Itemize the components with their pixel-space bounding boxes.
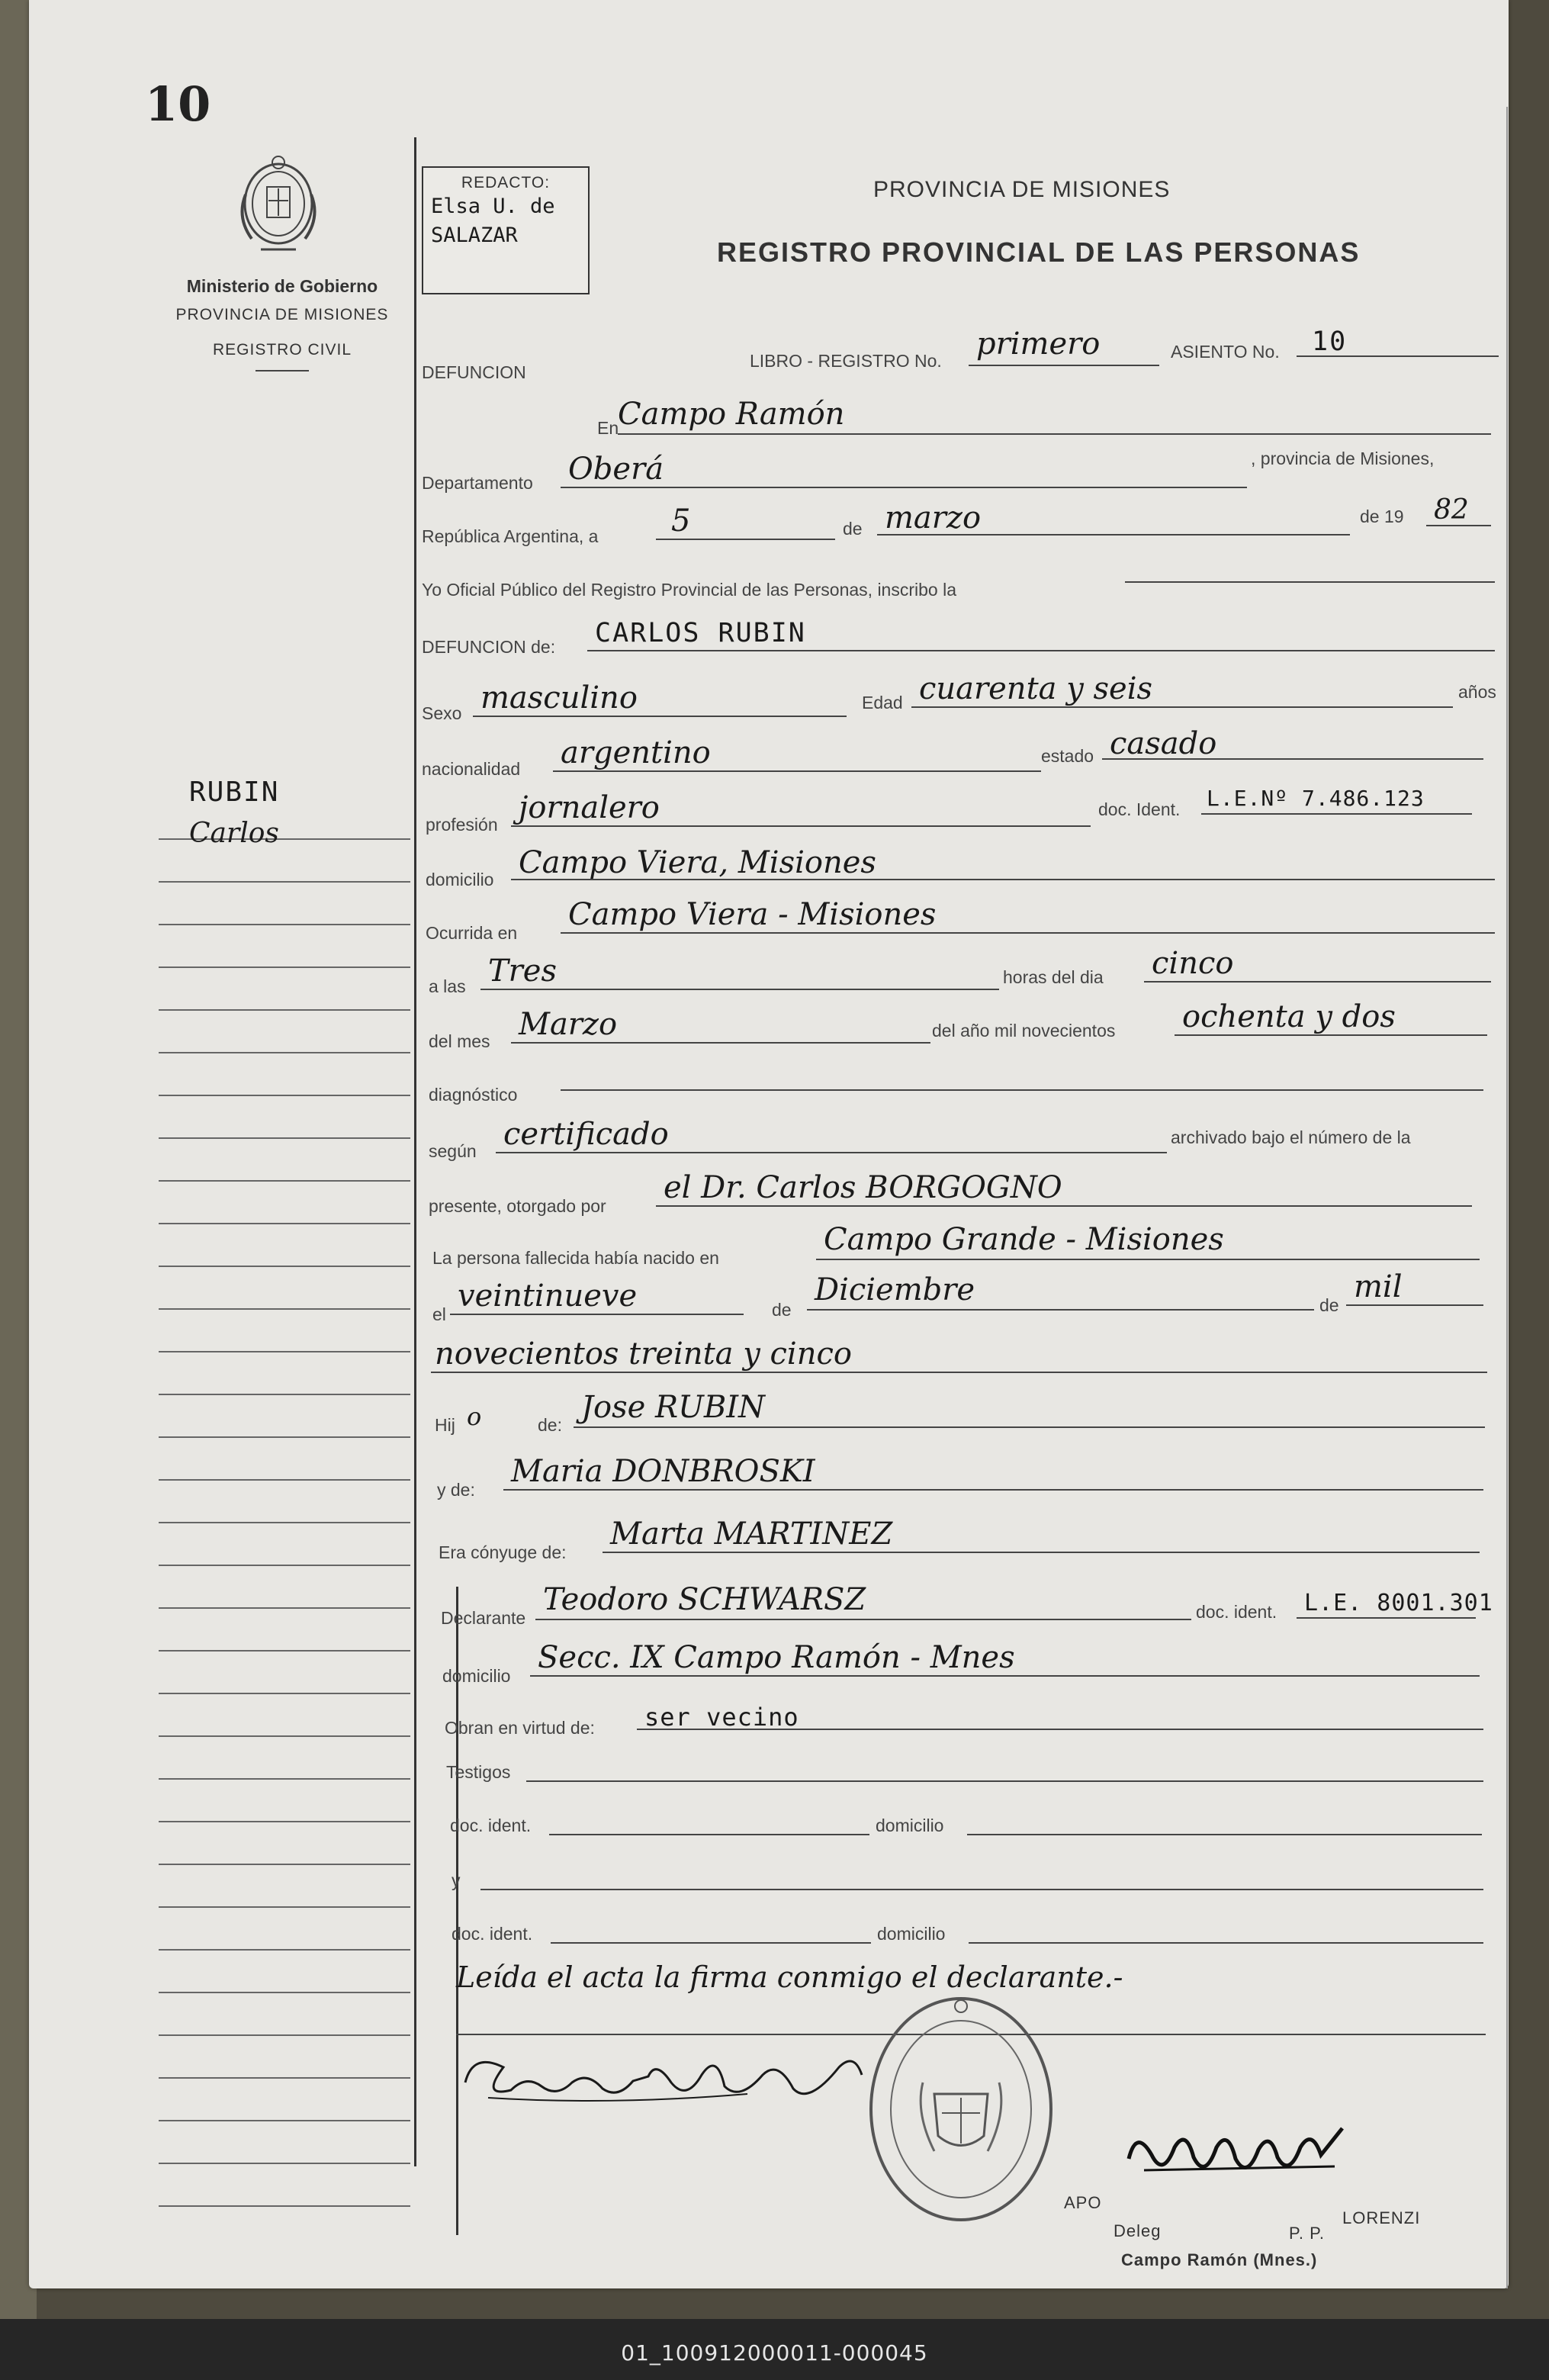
horas-label: horas del dia	[1003, 967, 1104, 987]
en-underline	[618, 433, 1491, 435]
de2-label: de	[772, 1300, 792, 1320]
ocurrida-underline	[561, 932, 1495, 934]
conyuge-underline	[603, 1552, 1480, 1553]
ministry-divider	[255, 370, 309, 371]
testigo1-domicilio-label: domicilio	[876, 1816, 944, 1835]
libro-label: LIBRO - REGISTRO No.	[750, 351, 942, 371]
conyuge-value: Marta MARTINEZ	[610, 1516, 893, 1552]
margin-ruled-line	[159, 1139, 410, 1182]
month-underline	[877, 534, 1350, 536]
declarante-domicilio-underline	[530, 1675, 1480, 1677]
asiento-label: ASIENTO No.	[1171, 342, 1280, 362]
domicilio-underline	[511, 879, 1495, 880]
anio-underline	[1175, 1034, 1487, 1036]
margin-ruled-line	[159, 925, 410, 968]
sexo-value: masculino	[480, 680, 638, 716]
margin-ruled-line	[159, 1395, 410, 1438]
nacido-value: Campo Grande - Misiones	[824, 1222, 1224, 1257]
ocurrida-value: Campo Viera - Misiones	[568, 897, 937, 932]
year-prefix-label: de 19	[1360, 507, 1404, 526]
declarante-domicilio-label: domicilio	[442, 1666, 511, 1686]
anos-label: años	[1458, 682, 1496, 702]
testigos-label: Testigos	[446, 1762, 511, 1782]
margin-ruled-line	[159, 1011, 410, 1053]
obran-value: ser vecino	[644, 1703, 799, 1732]
de2-underline	[807, 1309, 1314, 1311]
testigo2-domicilio-label: domicilio	[877, 1924, 946, 1944]
diagnostico-label: diagnóstico	[429, 1085, 518, 1105]
margin-ruled-line	[159, 1438, 410, 1481]
testigos-underline	[526, 1780, 1483, 1782]
libro-underline	[969, 365, 1159, 366]
month-value: marzo	[885, 500, 982, 536]
profesion-value: jornalero	[519, 790, 660, 825]
margin-given-name: Carlos	[189, 818, 279, 849]
margin-ruled-line	[159, 2036, 410, 2079]
ocurrida-label: Ocurrida en	[426, 923, 518, 943]
defuncion-de-label: DEFUNCION de:	[422, 637, 556, 657]
year-value: 82	[1434, 494, 1469, 526]
delmes-underline	[511, 1042, 930, 1044]
alas-value: Tres	[488, 954, 557, 989]
margin-ruled-line	[159, 1865, 410, 1908]
mother-value: Maria DONBROSKI	[511, 1454, 815, 1489]
declarante-label: Declarante	[441, 1608, 526, 1628]
margin-ruled-line	[159, 1523, 410, 1566]
testigo2-doc-underline	[551, 1942, 871, 1944]
el-underline	[450, 1314, 744, 1315]
provincial-crest-icon	[229, 149, 328, 263]
declarante-value: Teodoro SCHWARSZ	[543, 1582, 866, 1617]
birth-year-value: novecientos treinta y cinco	[435, 1336, 852, 1372]
margin-ruled-line	[159, 1737, 410, 1780]
estado-value: casado	[1110, 726, 1217, 761]
testigo1-doc-label: doc. ident.	[450, 1816, 532, 1835]
testigo1-domicilio-underline	[967, 1834, 1482, 1835]
margin-ruled-line	[159, 1224, 410, 1267]
de3-value: mil	[1354, 1269, 1403, 1304]
archivado-label: archivado bajo el número de la	[1171, 1127, 1411, 1147]
de3-label: de	[1319, 1295, 1339, 1315]
father-value: Jose RUBIN	[581, 1390, 766, 1425]
obran-label: Obran en virtud de:	[445, 1718, 595, 1738]
de-label: de	[843, 519, 863, 539]
margin-ruled-line	[159, 2121, 410, 2164]
el-label: el	[432, 1304, 446, 1324]
el-value: veintinueve	[458, 1278, 638, 1314]
ministry-block	[145, 276, 419, 371]
nacionalidad-label: nacionalidad	[422, 759, 521, 779]
sexo-underline	[473, 716, 847, 717]
stamp-line-3: Deleg	[1114, 2221, 1162, 2240]
departamento-label: Departamento	[422, 473, 533, 493]
margin-ruled-line	[159, 1694, 410, 1737]
declarant-signature	[458, 2029, 869, 2121]
ministry-title: Ministerio de Gobierno	[186, 276, 378, 296]
margin-ruled-line	[159, 1822, 410, 1865]
hijo-suffix: o	[467, 1402, 482, 1431]
page-edge-rule	[1506, 107, 1508, 2288]
en-label: En	[597, 418, 619, 438]
alas-underline	[480, 989, 999, 990]
margin-ruled-line	[159, 1908, 410, 1951]
redacto-name-line1: Elsa U. de	[431, 195, 555, 218]
presente-underline	[656, 1205, 1472, 1207]
record-type-label: DEFUNCION	[422, 362, 526, 382]
de2-value: Diciembre	[815, 1272, 975, 1307]
ministry-province: PROVINCIA DE MISIONES	[175, 306, 389, 323]
segun-value: certificado	[503, 1117, 669, 1152]
margin-ruled-line	[159, 968, 410, 1011]
en-value: Campo Ramón	[618, 397, 845, 432]
testigo2-doc-label: doc. ident.	[452, 1924, 533, 1944]
republica-label: República Argentina, a	[422, 526, 599, 546]
nacido-underline	[816, 1259, 1480, 1260]
anio-value: ochenta y dos	[1182, 999, 1396, 1034]
closing-statement: Leída el acta la firma conmigo el declarante.-	[456, 1960, 1123, 1994]
edad-underline	[911, 706, 1453, 708]
segun-label: según	[429, 1141, 477, 1161]
diagnostico-underline	[561, 1089, 1483, 1091]
margin-ruled-line	[159, 2079, 410, 2121]
segun-underline	[496, 1152, 1167, 1153]
horas-underline	[1144, 981, 1491, 983]
provincia-label: , provincia de Misiones,	[1251, 449, 1435, 468]
declarante-doc-value: L.E. 8001.301	[1304, 1590, 1493, 1616]
sexo-label: Sexo	[422, 703, 462, 723]
deceased-name-underline	[587, 650, 1495, 651]
asiento-value: 10	[1312, 326, 1348, 357]
margin-ruled-line	[159, 1652, 410, 1694]
day-value: 5	[671, 503, 691, 539]
testigo2-underline	[480, 1889, 1483, 1890]
margin-ruled-line	[159, 883, 410, 925]
redacto-name-line2: SALAZAR	[431, 224, 518, 247]
obran-underline	[637, 1729, 1483, 1730]
day-underline	[656, 539, 835, 540]
redacto-label: REDACTO:	[461, 174, 551, 191]
oficial-underline	[1125, 581, 1495, 583]
image-caption: 01_100912000011-000045	[621, 2340, 928, 2366]
edad-label: Edad	[862, 693, 903, 712]
nacionalidad-underline	[553, 770, 1041, 772]
yde-label: y de:	[437, 1480, 475, 1500]
domicilio-label: domicilio	[426, 870, 494, 889]
margin-surname: RUBIN	[189, 777, 280, 808]
margin-ruled-line	[159, 1566, 410, 1609]
testigo2-domicilio-underline	[969, 1942, 1483, 1944]
stamp-line-2: LORENZI	[1342, 2208, 1421, 2227]
profesion-label: profesión	[426, 815, 498, 835]
nacionalidad-value: argentino	[561, 735, 711, 770]
declarante-underline	[535, 1619, 1191, 1620]
oficial-label: Yo Oficial Público del Registro Provincial de las Personas, inscribo la	[422, 580, 956, 600]
de3-underline	[1346, 1304, 1483, 1306]
margin-ruled-line	[159, 1053, 410, 1096]
declarante-doc-label: doc. ident.	[1196, 1602, 1277, 1622]
margin-ruled-line	[159, 1096, 410, 1139]
stamp-line-4: P. P.	[1289, 2224, 1326, 2243]
margin-ruled-line	[159, 1352, 410, 1395]
margin-ruled-line	[159, 1310, 410, 1352]
delmes-value: Marzo	[519, 1007, 618, 1042]
presente-value: el Dr. Carlos BORGOGNO	[664, 1170, 1062, 1205]
estado-underline	[1102, 758, 1483, 760]
departamento-value: Oberá	[568, 452, 664, 487]
estado-label: estado	[1041, 746, 1094, 766]
asiento-underline	[1297, 355, 1499, 357]
margin-ruled-line	[159, 1481, 410, 1523]
doc-label: doc. Ident.	[1098, 799, 1181, 819]
margin-ruled-line	[159, 2164, 410, 2207]
margin-ruled-line	[159, 1780, 410, 1822]
stamp-line-1: APO	[1064, 2193, 1102, 2212]
testigo1-doc-underline	[549, 1834, 869, 1835]
deceased-name-value: CARLOS RUBIN	[595, 618, 806, 648]
edad-value: cuarenta y seis	[919, 671, 1153, 706]
margin-ruled-line	[159, 1182, 410, 1224]
doc-underline	[1201, 813, 1472, 815]
delmes-label: del mes	[429, 1031, 490, 1051]
ministry-registry: REGISTRO CIVIL	[212, 341, 352, 359]
province-heading: PROVINCIA DE MISIONES	[873, 177, 1171, 202]
hijo-label: Hij	[435, 1415, 455, 1435]
presente-label: presente, otorgado por	[429, 1196, 606, 1216]
birth-year-underline	[431, 1372, 1487, 1373]
profesion-underline	[511, 825, 1091, 827]
margin-ruled-line	[159, 1267, 410, 1310]
official-signature	[1121, 2113, 1358, 2189]
stamp-line-5: Campo Ramón (Mnes.)	[1121, 2250, 1318, 2269]
father-underline	[574, 1426, 1485, 1428]
margin-ruled-line	[159, 1993, 410, 2036]
horas-value: cinco	[1152, 946, 1234, 981]
margin-ruled-line	[159, 1951, 410, 1993]
anio-label: del año mil novecientos	[932, 1021, 1116, 1040]
hijo-de-label: de:	[538, 1415, 562, 1435]
official-seal-icon	[862, 1991, 1060, 2227]
departamento-underline	[561, 487, 1247, 488]
conyuge-label: Era cónyuge de:	[439, 1542, 567, 1562]
margin-rule	[414, 137, 416, 2166]
mother-underline	[503, 1489, 1483, 1491]
nacido-label: La persona fallecida había nacido en	[432, 1248, 719, 1268]
declarante-doc-underline	[1297, 1617, 1476, 1619]
declarante-domicilio-value: Secc. IX Campo Ramón - Mnes	[538, 1640, 1015, 1675]
domicilio-value: Campo Viera, Misiones	[519, 845, 876, 880]
redacto-box	[422, 166, 590, 294]
margin-ruled-line	[159, 1609, 410, 1652]
page-number: 10	[145, 76, 211, 132]
registry-heading: REGISTRO PROVINCIAL DE LAS PERSONAS	[717, 236, 1361, 268]
margin-ruled-lines	[159, 797, 410, 2207]
alas-label: a las	[429, 976, 466, 996]
doc-value: L.E.Nº 7.486.123	[1207, 786, 1425, 811]
libro-value: primero	[976, 326, 1101, 362]
year-underline	[1426, 525, 1491, 526]
testigo2-y-label: y	[452, 1870, 461, 1890]
